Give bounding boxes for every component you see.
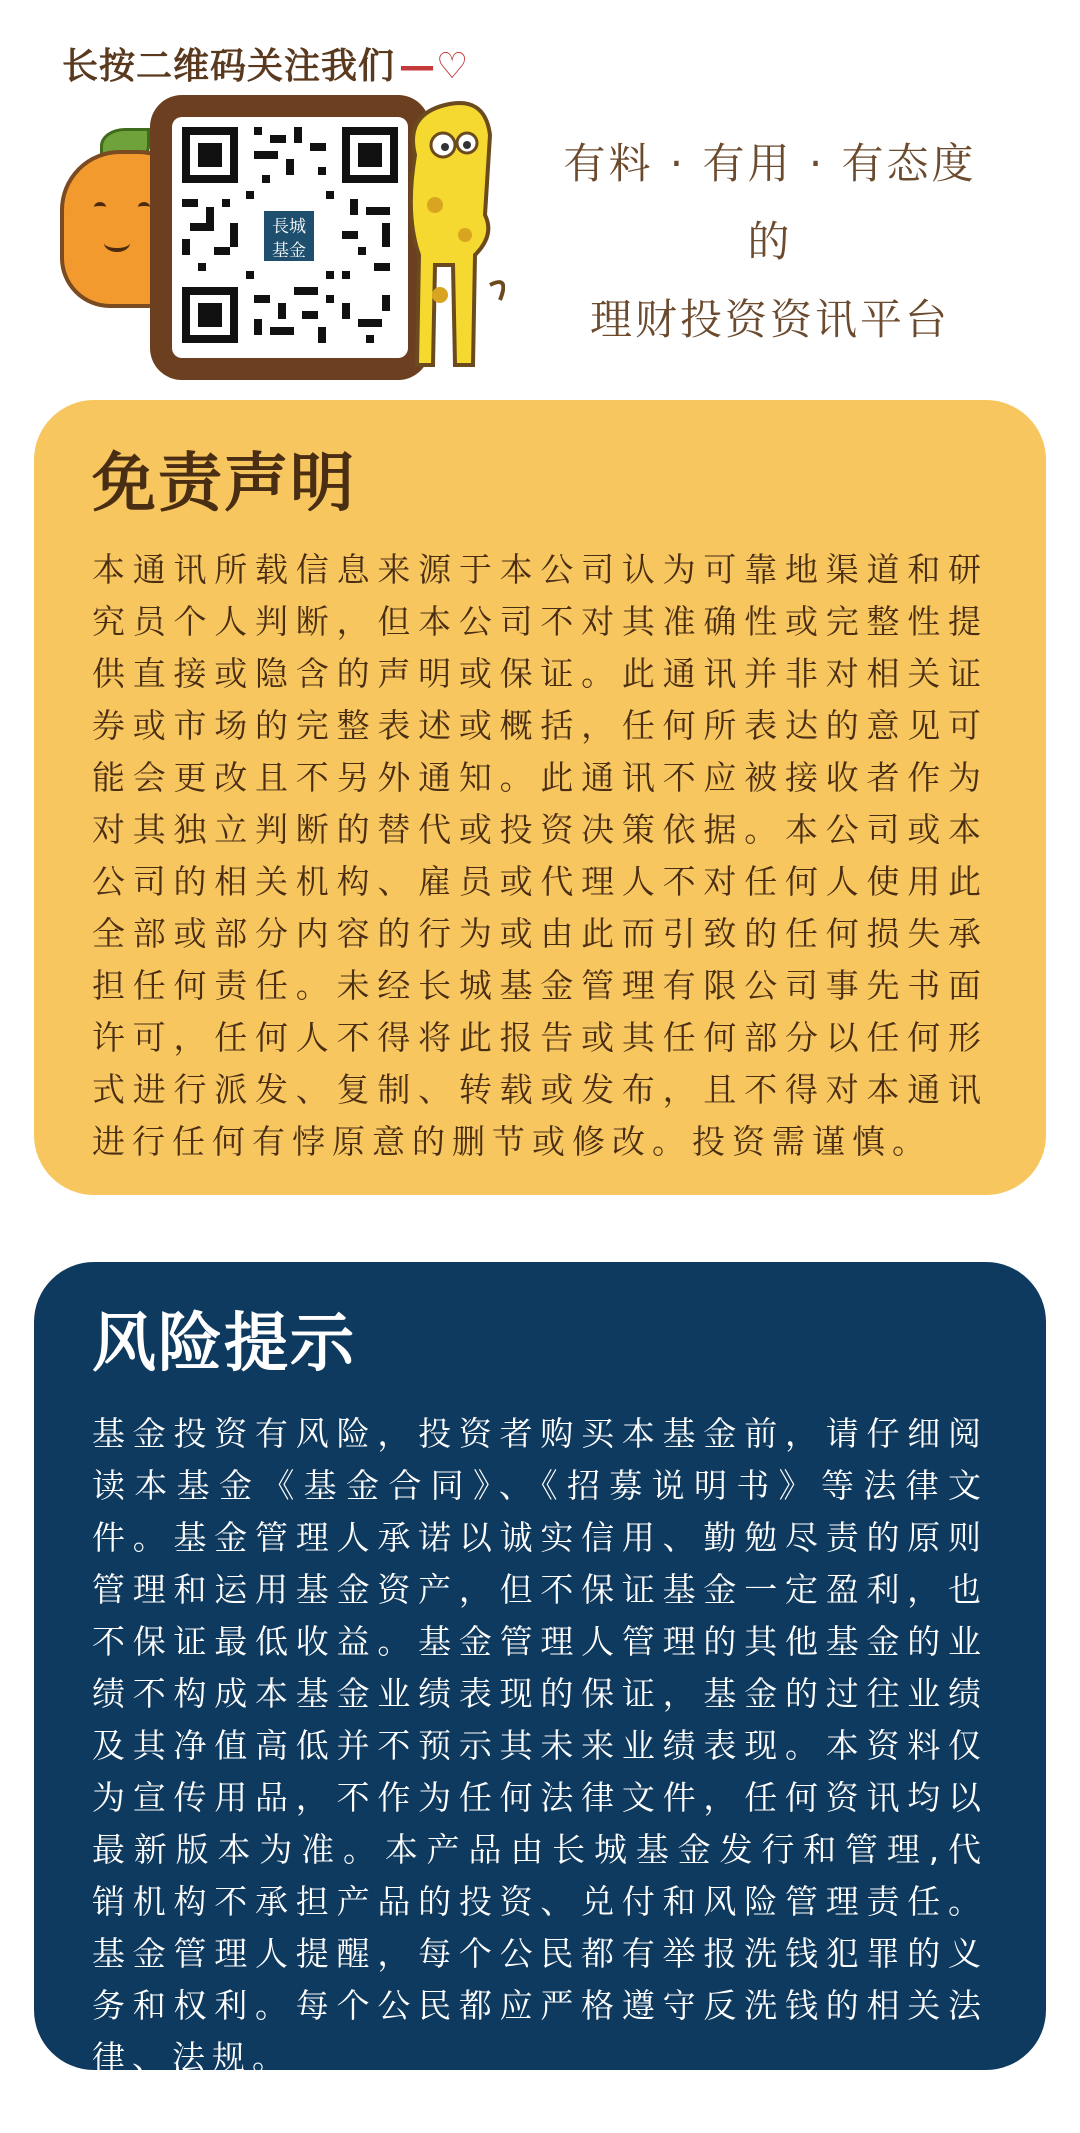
- mascot-eye: [94, 202, 106, 212]
- header-banner: [0, 0, 1080, 400]
- tagline-line-2: 的: [747, 217, 793, 266]
- qr-code-frame: [150, 95, 430, 380]
- scan-qr-caption: [62, 38, 469, 89]
- disclaimer-body: 本通讯所载信息来源于本公司认为可靠地渠道和研究员个人判断，但本公司不对其准确性或完整性提供直接或隐含的声明或保证。此通讯并非对相关证券或市场的完整表述或概括，任何所表达的意见可能会更改且不另外通知。此通讯不应被接收者作为对其独立判断的替代或投资决策依据。本公司或本公司的相关机构、雇员或代理人不对任何人使用此全部或部分内容的行为或由此而引致的任何损失承担任何责任。未经长城基金管理有限公司事先书面许可，任何人不得将此报告或其任何部分以任何形式进行派发、复制、转载或发布，且不得对本通讯进行任何有悖原意的删节或修改。投资需谨慎。: [92, 550, 988, 1161]
- tagline-line-3: 理财投资资讯平台: [589, 295, 950, 344]
- giraffe-mascot-illustration: [395, 95, 505, 375]
- risk-warning-body: 基金投资有风险，投资者购买本基金前，请仔细阅读本基金《基金合同》、《招募说明书》等法律文件。基金管理人承诺以诚实信用、勤勉尽责的原则管理和运用基金资产，但不保证基金一定盈利，也不保证最低收益。基金管理人管理的其他基金的业绩不构成本基金业绩表现的保证，基金的过往业绩及其净值高低并不预示其未来业绩表现。本资料仅为宣传用品，不作为任何法律文件，任何资讯均以最新版本为准。本产品由长城基金发行和管理,代销机构不承担产品的投资、兑付和风险管理责任。基金管理人提醒，每个公民都有举报洗钱犯罪的义务和权利。每个公民都应严格遵守反洗钱的相关法律、法规。: [92, 1414, 988, 2077]
- disclaimer-panel: [34, 400, 1046, 1195]
- mascot-mouth: [104, 234, 130, 252]
- fund-logo-icon: 長城 基金: [260, 207, 318, 265]
- qr-code[interactable]: [172, 117, 408, 358]
- risk-warning-panel: [34, 1262, 1046, 2077]
- tagline-line-1: 有料 · 有用 · 有态度: [563, 139, 977, 188]
- scan-qr-text: 长按二维码关注我们: [62, 46, 396, 87]
- heart-icon: —♡: [399, 46, 470, 87]
- tagline: [560, 125, 980, 359]
- mascot-eye: [138, 202, 150, 212]
- risk-warning-title: 风险提示: [92, 1307, 356, 1381]
- disclaimer-title: 免责声明: [92, 447, 356, 521]
